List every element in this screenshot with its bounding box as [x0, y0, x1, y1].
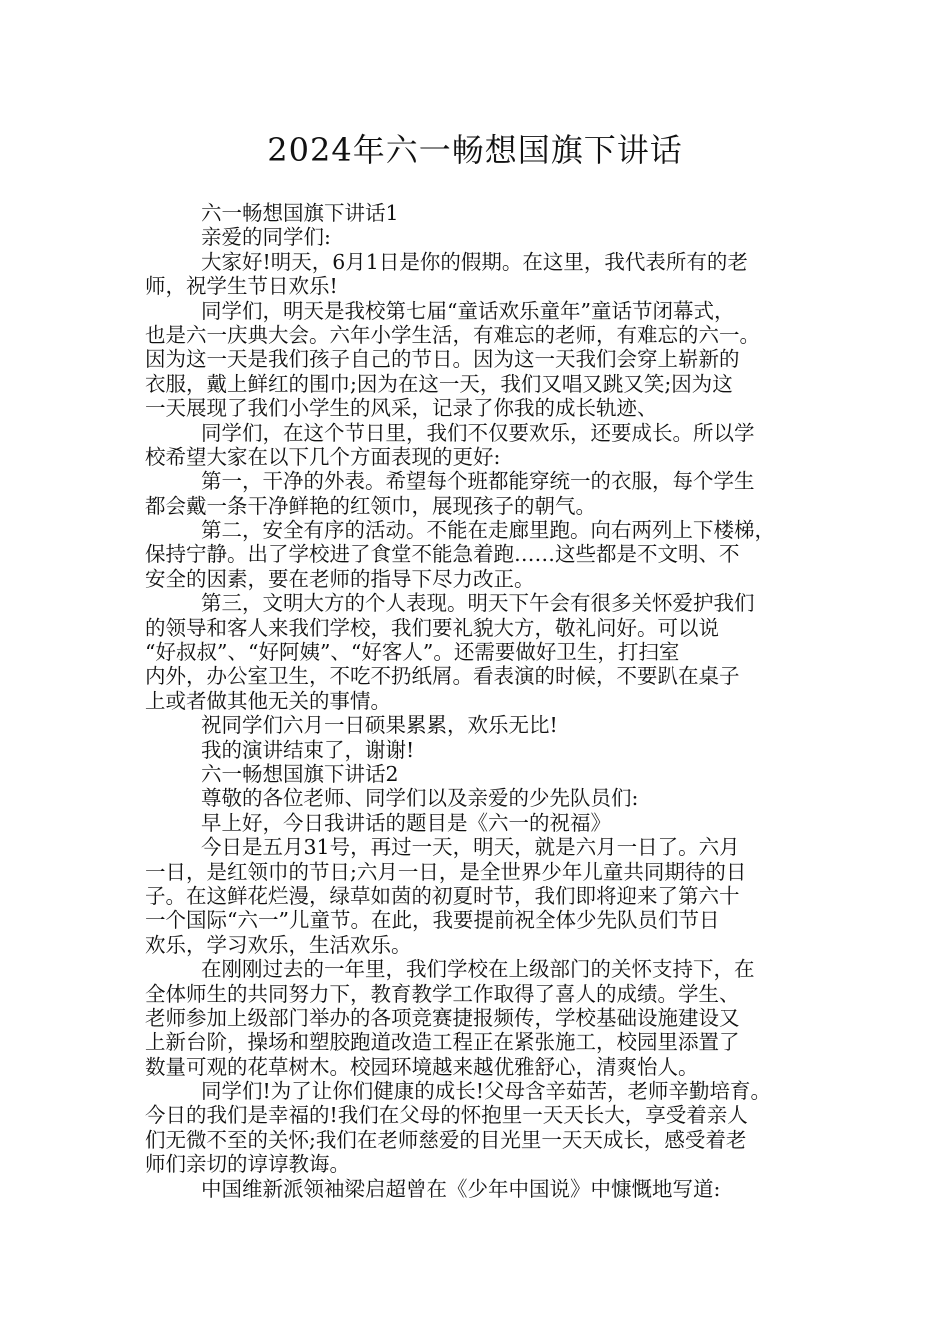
text-line: 老师参加上级部门举办的各项竞赛捷报频传，学校基础设施建设又 — [145, 1005, 740, 1030]
text-line: 安全的因素，要在老师的指导下尽力改正。 — [145, 566, 535, 591]
text-line: 都会戴一条干净鲜艳的红领巾，展现孩子的朝气。 — [145, 493, 596, 518]
text-line: 校希望大家在以下几个方面表现的更好: — [145, 444, 501, 469]
text-line: 大家好!明天，6月1日是你的假期。在这里，我代表所有的老 — [201, 249, 748, 274]
text-line: 因为这一天是我们孩子自己的节日。因为这一天我们会穿上崭新的 — [145, 347, 740, 372]
text-line: 早上好，今日我讲话的题目是《六一的祝福》 — [201, 810, 611, 835]
text-line: 一天展现了我们小学生的风采，记录了你我的成长轨迹、 — [145, 396, 658, 421]
text-line: 一个国际“六一”儿童节。在此，我要提前祝全体少先队员们节日 — [145, 908, 720, 933]
text-line: 尊敬的各位老师、同学们以及亲爱的少先队员们: — [201, 786, 639, 811]
text-line: 数量可观的花草树木。校园环境越来越优雅舒心，清爽怡人。 — [145, 1054, 699, 1079]
text-line: 师，祝学生节日欢乐! — [145, 274, 338, 299]
text-line: 今日是五月31号，再过一天，明天，就是六月一日了。六月 — [201, 835, 740, 860]
text-line: 亲爱的同学们: — [201, 225, 331, 250]
text-line: 六一畅想国旗下讲话1 — [201, 201, 399, 225]
text-line: “好叔叔”、“好阿姨”、“好客人”。还需要做好卫生，打扫室 — [145, 640, 680, 665]
document-title: 2024年六一畅想国旗下讲话 — [267, 131, 683, 169]
text-line: 在刚刚过去的一年里，我们学校在上级部门的关怀支持下，在 — [201, 957, 755, 982]
text-line: 一日，是红领巾的节日;六月一日，是全世界少年儿童共同期待的日 — [145, 859, 747, 884]
text-line: 全体师生的共同努力下，教育教学工作取得了喜人的成绩。学生、 — [145, 981, 740, 1006]
text-line: 中国维新派领袖梁启超曾在《少年中国说》中慷慨地写道: — [201, 1176, 721, 1201]
text-line: 上或者做其他无关的事情。 — [145, 688, 391, 713]
text-line: 我的演讲结束了，谢谢! — [201, 737, 415, 762]
text-line: 内外，办公室卫生，不吃不扔纸屑。看表演的时候，不要趴在桌子 — [145, 664, 740, 689]
text-line: 上新台阶，操场和塑胶跑道改造工程正在紧张施工，校园里添置了 — [145, 1030, 740, 1055]
text-line: 今日的我们是幸福的!我们在父母的怀抱里一天天长大，享受着亲人 — [145, 1103, 748, 1128]
text-line: 们无微不至的关怀;我们在老师慈爱的目光里一天天成长，感受着老 — [145, 1127, 747, 1152]
text-line: 也是六一庆典大会。六年小学生活，有难忘的老师，有难忘的六一。 — [145, 322, 760, 347]
text-line: 第三，文明大方的个人表现。明天下午会有很多关怀爱护我们 — [201, 591, 755, 616]
text-line: 祝同学们六月一日硕果累累，欢乐无比! — [201, 713, 558, 738]
text-line: 六一畅想国旗下讲话2 — [201, 761, 399, 786]
text-line: 第二，安全有序的活动。不能在走廊里跑。向右两列上下楼梯， — [201, 518, 775, 543]
document-body — [145, 201, 815, 1201]
text-line: 第一，干净的外表。希望每个班都能穿统一的衣服，每个学生 — [201, 469, 755, 494]
text-line: 同学们!为了让你们健康的成长!父母含辛茹苦，老师辛勤培育。 — [201, 1079, 771, 1104]
text-line: 的领导和客人来我们学校，我们要礼貌大方，敬礼问好。可以说 — [145, 615, 719, 640]
text-line: 保持宁静。出了学校进了食堂不能急着跑……这些都是不文明、不 — [145, 542, 740, 567]
text-line: 衣服，戴上鲜红的围巾;因为在这一天，我们又唱又跳又笑;因为这 — [145, 371, 733, 396]
text-line: 同学们，明天是我校第七届“童话欢乐童年”童话节闭幕式， — [201, 298, 735, 323]
text-line: 欢乐，学习欢乐，生活欢乐。 — [145, 932, 412, 957]
text-line: 子。在这鲜花烂漫，绿草如茵的初夏时节，我们即将迎来了第六十 — [145, 883, 740, 908]
text-line: 同学们，在这个节日里，我们不仅要欢乐，还要成长。所以学 — [201, 420, 755, 445]
text-line: 师们亲切的谆谆教诲。 — [145, 1152, 350, 1177]
